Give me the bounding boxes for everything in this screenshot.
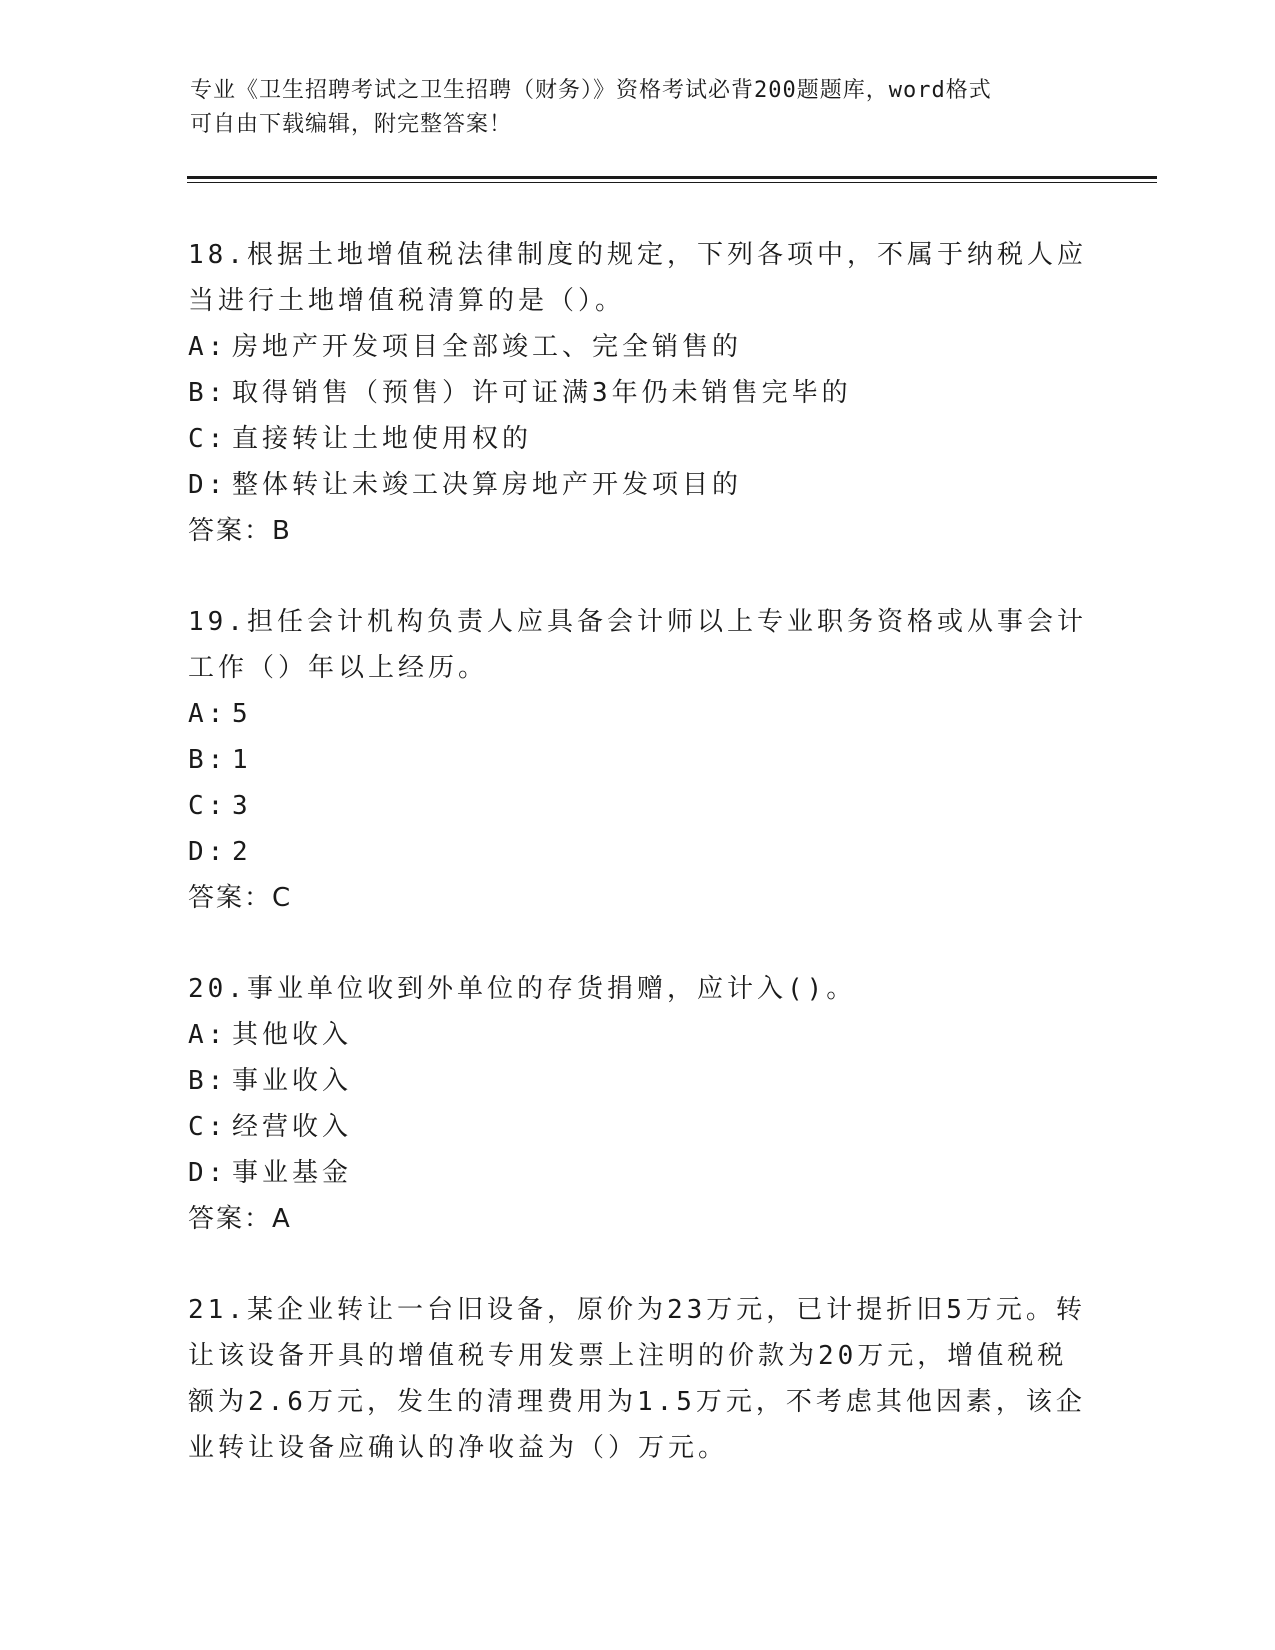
option-letter: A: bbox=[188, 332, 228, 362]
question-stem: 18.根据土地增值税法律制度的规定，下列各项中，不属于纳税人应当进行土地增值税清算的是（）。 bbox=[188, 240, 1087, 316]
option-b bbox=[188, 737, 1088, 783]
option-letter: B: bbox=[188, 1066, 228, 1096]
answer-line: 答案：A bbox=[188, 1204, 292, 1234]
option-text: 其他收入 bbox=[232, 1020, 353, 1050]
option-text: 2 bbox=[232, 837, 252, 867]
option-text: 5 bbox=[232, 699, 252, 729]
option-c bbox=[188, 783, 1088, 829]
answer-line: 答案：C bbox=[188, 883, 293, 913]
question-stem: 19.担任会计机构负责人应具备会计师以上专业职务资格或从事会计工作（）年以上经历。 bbox=[188, 607, 1087, 683]
question-stem: 21.某企业转让一台旧设备，原价为23万元，已计提折旧5万元。转让该设备开具的增值税专用发票上注明的价款为20万元，增值税税额为2.6万元，发生的清理费用为1.5万元，不考虑其他因素，该企业转让设备应确认的净收益为（）万元。 bbox=[188, 1295, 1086, 1463]
option-c bbox=[188, 416, 1088, 462]
option-letter: C: bbox=[188, 424, 228, 454]
question-list bbox=[188, 232, 1088, 1516]
option-text: 取得销售（预售）许可证满3年仍未销售完毕的 bbox=[232, 378, 852, 408]
option-b bbox=[188, 370, 1088, 416]
question-stem: 20.事业单位收到外单位的存货捐赠，应计入()。 bbox=[188, 974, 857, 1004]
option-c bbox=[188, 1104, 1088, 1150]
option-d bbox=[188, 1150, 1088, 1196]
option-b bbox=[188, 1058, 1088, 1104]
option-text: 事业基金 bbox=[232, 1158, 353, 1188]
option-letter: A: bbox=[188, 699, 228, 729]
header-divider-thin bbox=[187, 182, 1157, 183]
option-text: 经营收入 bbox=[232, 1112, 353, 1142]
document-header bbox=[190, 74, 1090, 142]
option-d bbox=[188, 462, 1088, 508]
option-text: 房地产开发项目全部竣工、完全销售的 bbox=[232, 332, 743, 362]
option-letter: C: bbox=[188, 791, 228, 821]
option-text: 直接转让土地使用权的 bbox=[232, 424, 533, 454]
question-20 bbox=[188, 966, 1088, 1242]
answer-line: 答案：B bbox=[188, 516, 292, 546]
question-21 bbox=[188, 1287, 1088, 1471]
option-letter: B: bbox=[188, 378, 228, 408]
question-19 bbox=[188, 599, 1088, 921]
option-d bbox=[188, 829, 1088, 875]
option-a bbox=[188, 324, 1088, 370]
option-a bbox=[188, 1012, 1088, 1058]
option-text: 3 bbox=[232, 791, 252, 821]
option-a bbox=[188, 691, 1088, 737]
question-18 bbox=[188, 232, 1088, 554]
header-title-line-2: 可自由下载编辑，附完整答案！ bbox=[190, 112, 513, 137]
option-letter: C: bbox=[188, 1112, 228, 1142]
option-letter: D: bbox=[188, 1158, 228, 1188]
option-letter: D: bbox=[188, 837, 228, 867]
option-letter: D: bbox=[188, 470, 228, 500]
option-text: 整体转让未竣工决算房地产开发项目的 bbox=[232, 470, 743, 500]
header-divider-thick bbox=[187, 176, 1157, 179]
header-title-line-1: 专业《卫生招聘考试之卫生招聘（财务）》资格考试必背200题题库，word格式 bbox=[190, 78, 992, 103]
option-text: 事业收入 bbox=[232, 1066, 353, 1096]
option-text: 1 bbox=[232, 745, 252, 775]
option-letter: A: bbox=[188, 1020, 228, 1050]
option-letter: B: bbox=[188, 745, 228, 775]
